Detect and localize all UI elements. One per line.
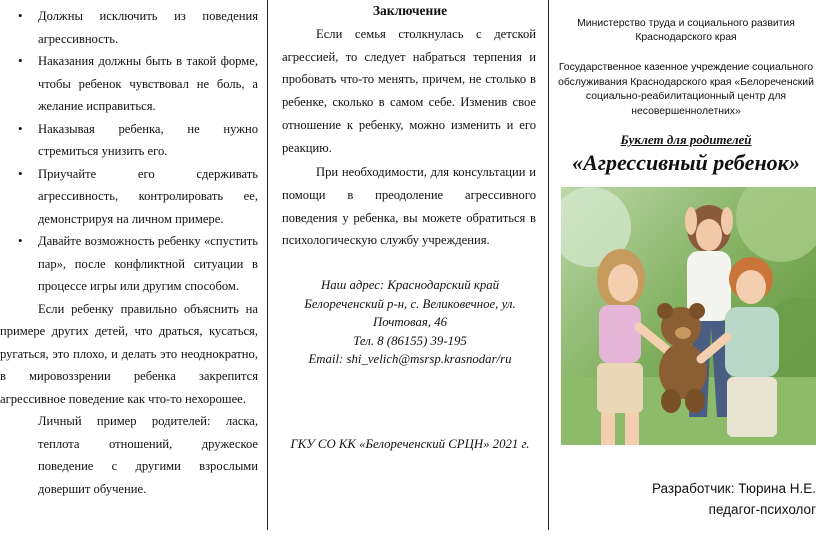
paragraph <box>272 161 548 252</box>
right-column <box>556 0 816 560</box>
address-block <box>272 276 548 369</box>
bullet-item: • Приучайте его сдерживать агрессивность, контролировать ее, демонстрируя на личном примере. <box>0 163 266 231</box>
phone-line: Тел. 8 (86155) 39-195 <box>353 333 467 348</box>
developer-block <box>652 478 816 520</box>
ministry-name: Министерство труда и социального развития Краснодарского края <box>577 18 795 43</box>
conclusion-heading: Заключение <box>372 3 448 18</box>
bullet-item: • Давайте возможность ребенку «спустить пар», после конфликтной ситуации в процессе игры или другим способом. <box>0 230 266 298</box>
cover-photo <box>561 187 816 445</box>
paragraph: Если ребенку правильно объяснить на примере других детей, что драться, кусаться, ругаться, это плохо, и делать это неоднократно, в мировоззрении ребенка закрепится агрессивное поведение как что-то нехорошее. <box>0 301 258 406</box>
bullet-item: • Наказания должны быть в такой форме, чтобы ребенок чувствовал не боль, а желание исправиться. <box>0 50 266 118</box>
booklet-title: «Агрессивный ребенок» <box>572 150 800 175</box>
column-divider-right <box>548 0 549 530</box>
paragraph <box>0 410 266 500</box>
middle-column <box>272 0 548 560</box>
address-line: Наш адрес: Краснодарский край <box>320 278 500 293</box>
booklet-subtitle: Буклет для родителей <box>620 132 752 147</box>
paragraph-text: При необходимости, для консультации и помощи в преодоление агрессивного поведения у ребенка, вы можете обратиться в психологическую службу учреждения. <box>282 165 536 248</box>
paragraph-text: Если семья столкнулась с детской агрессией, то следует набраться терпения и пробовать что-то менять, причем, не столько в ребенке, сколько в самом себе. Изменив свое отношение к ребенку, можно изменить и его реакцию. <box>282 27 536 155</box>
column-divider-left <box>267 0 268 530</box>
developer-position: педагог-психолог <box>708 502 816 517</box>
address-line: Белореченский р-н, с. Великовечное, ул. Почтовая, 46 <box>304 296 516 330</box>
organization-footer: ГКУ СО КК «Белореченский СРЦН» 2021 г. <box>290 436 530 451</box>
bullet-item: • Должны исключить из поведения агрессивность. <box>0 5 266 50</box>
email-line: Email: shi_velich@msrsp.krasnodar/ru <box>308 352 512 367</box>
left-column <box>0 0 266 560</box>
paragraph <box>272 23 548 159</box>
bullet-item: • Наказывая ребенка, не нужно стремиться унизить его. <box>0 118 266 163</box>
developer-name: Разработчик: Тюрина Н.Е. <box>651 481 816 496</box>
institution-name: Государственное казенное учреждение социального обслуживания Краснодарского края «Белореченский социально-реабилитационный центр для несовершеннолетних» <box>558 62 814 117</box>
paragraph-text: Личный пример родителей: ласка, теплота отношений, дружеское поведение с другими взрослыми довершит обучение. <box>38 414 258 496</box>
